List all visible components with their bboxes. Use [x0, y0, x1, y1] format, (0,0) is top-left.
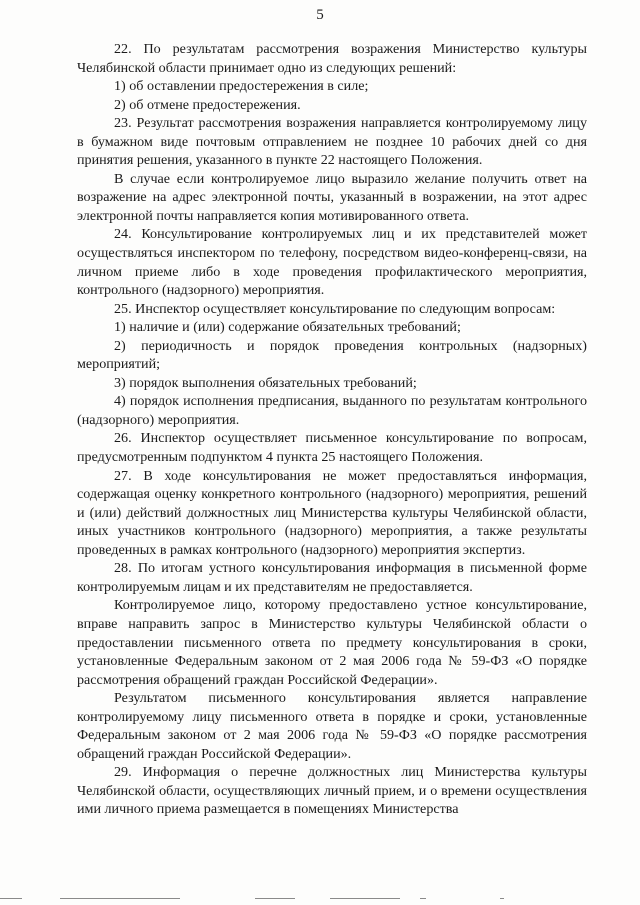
list-item-22-1: 1) об оставлении предостережения в силе;: [114, 78, 369, 95]
paragraph-23-email: В случае если контролируемое лицо выразило желание получить ответ на возражение на адрес электронной почты, указанный в возражении, на этот адрес электронной почты направляется копия мотивированного ответа.: [77, 170, 587, 224]
paragraph-22: 22. По результатам рассмотрения возражения Министерство культуры Челябинской области принимает одно из следующих решений:: [77, 41, 587, 76]
paragraph-26: 26. Инспектор осуществляет письменное консультирование по вопросам, предусмотренным подпунктом 4 пункта 25 настоящего Положения.: [77, 430, 587, 466]
list-item-22-2: 2) об отмене предостережения.: [114, 96, 301, 113]
paragraph-28-request: Контролируемое лицо, которому предоставлено устное консультирование, вправе направить запрос в Министерство культуры Челябинской области о предоставлении письменного ответа по предмету консультирования в сроки, установленные Федеральным законом от 2 мая 2006 года № 59-ФЗ «О порядке рассмотрения обращений граждан Российской Федерации».: [77, 597, 587, 688]
paragraph-28-result: Результатом письменного консультирования является направление контролируемому лицу письменного ответа в порядке и сроки, установленные Федеральным законом от 2 мая 2006 года № 59-ФЗ «О порядке рассмотрения обращений граждан Российской Федерации».: [77, 690, 587, 762]
paragraph-29: 29. Информация о перечне должностных лиц Министерства культуры Челябинской области, осуществляющих личный прием, и о времени осуществления ими личного приема размещается в помещениях Министерства: [77, 764, 587, 818]
paragraph-28: 28. По итогам устного консультирования информация в письменной форме контролируемым лицам и их представителям не предоставляется.: [77, 560, 587, 595]
list-item-25-1: 1) наличие и (или) содержание обязательных требований;: [114, 319, 461, 336]
scan-artifact-bottom: [0, 893, 640, 905]
page-number: 5: [316, 7, 324, 23]
paragraph-24: 24. Консультирование контролируемых лиц и их представителей может осуществляться инспектором по телефону, посредством видео-конференц-связи, на личном приеме либо в ходе проведения профилактического мероприятия, контрольного (надзорного) мероприятия.: [77, 226, 587, 299]
list-item-25-4: 4) порядок исполнения предписания, выданного по результатам контрольного (надзорного) мероприятия.: [77, 393, 587, 428]
document-body: [77, 40, 587, 819]
list-item-25-3: 3) порядок выполнения обязательных требований;: [114, 374, 417, 391]
paragraph-27: 27. В ходе консультирования не может предоставляться информация, содержащая оценку конкретного контрольного (надзорного) мероприятия, решений и (или) действий должностных лиц Министерства культуры Челябинской области, иных участников контрольного (надзорного) мероприятия, а также результаты проведенных в рамках контрольного (надзорного) мероприятия экспертиз.: [77, 467, 587, 558]
paragraph-23: 23. Результат рассмотрения возражения направляется контролируемому лицу в бумажном виде почтовым отправлением не позднее 10 рабочих дней со дня принятия решения, указанного в пункте 22 настоящего Положения.: [77, 115, 587, 169]
paragraph-25: 25. Инспектор осуществляет консультирование по следующим вопросам:: [114, 300, 556, 317]
list-item-25-2: 2) периодичность и порядок проведения контрольных (надзорных) мероприятий;: [77, 337, 587, 373]
